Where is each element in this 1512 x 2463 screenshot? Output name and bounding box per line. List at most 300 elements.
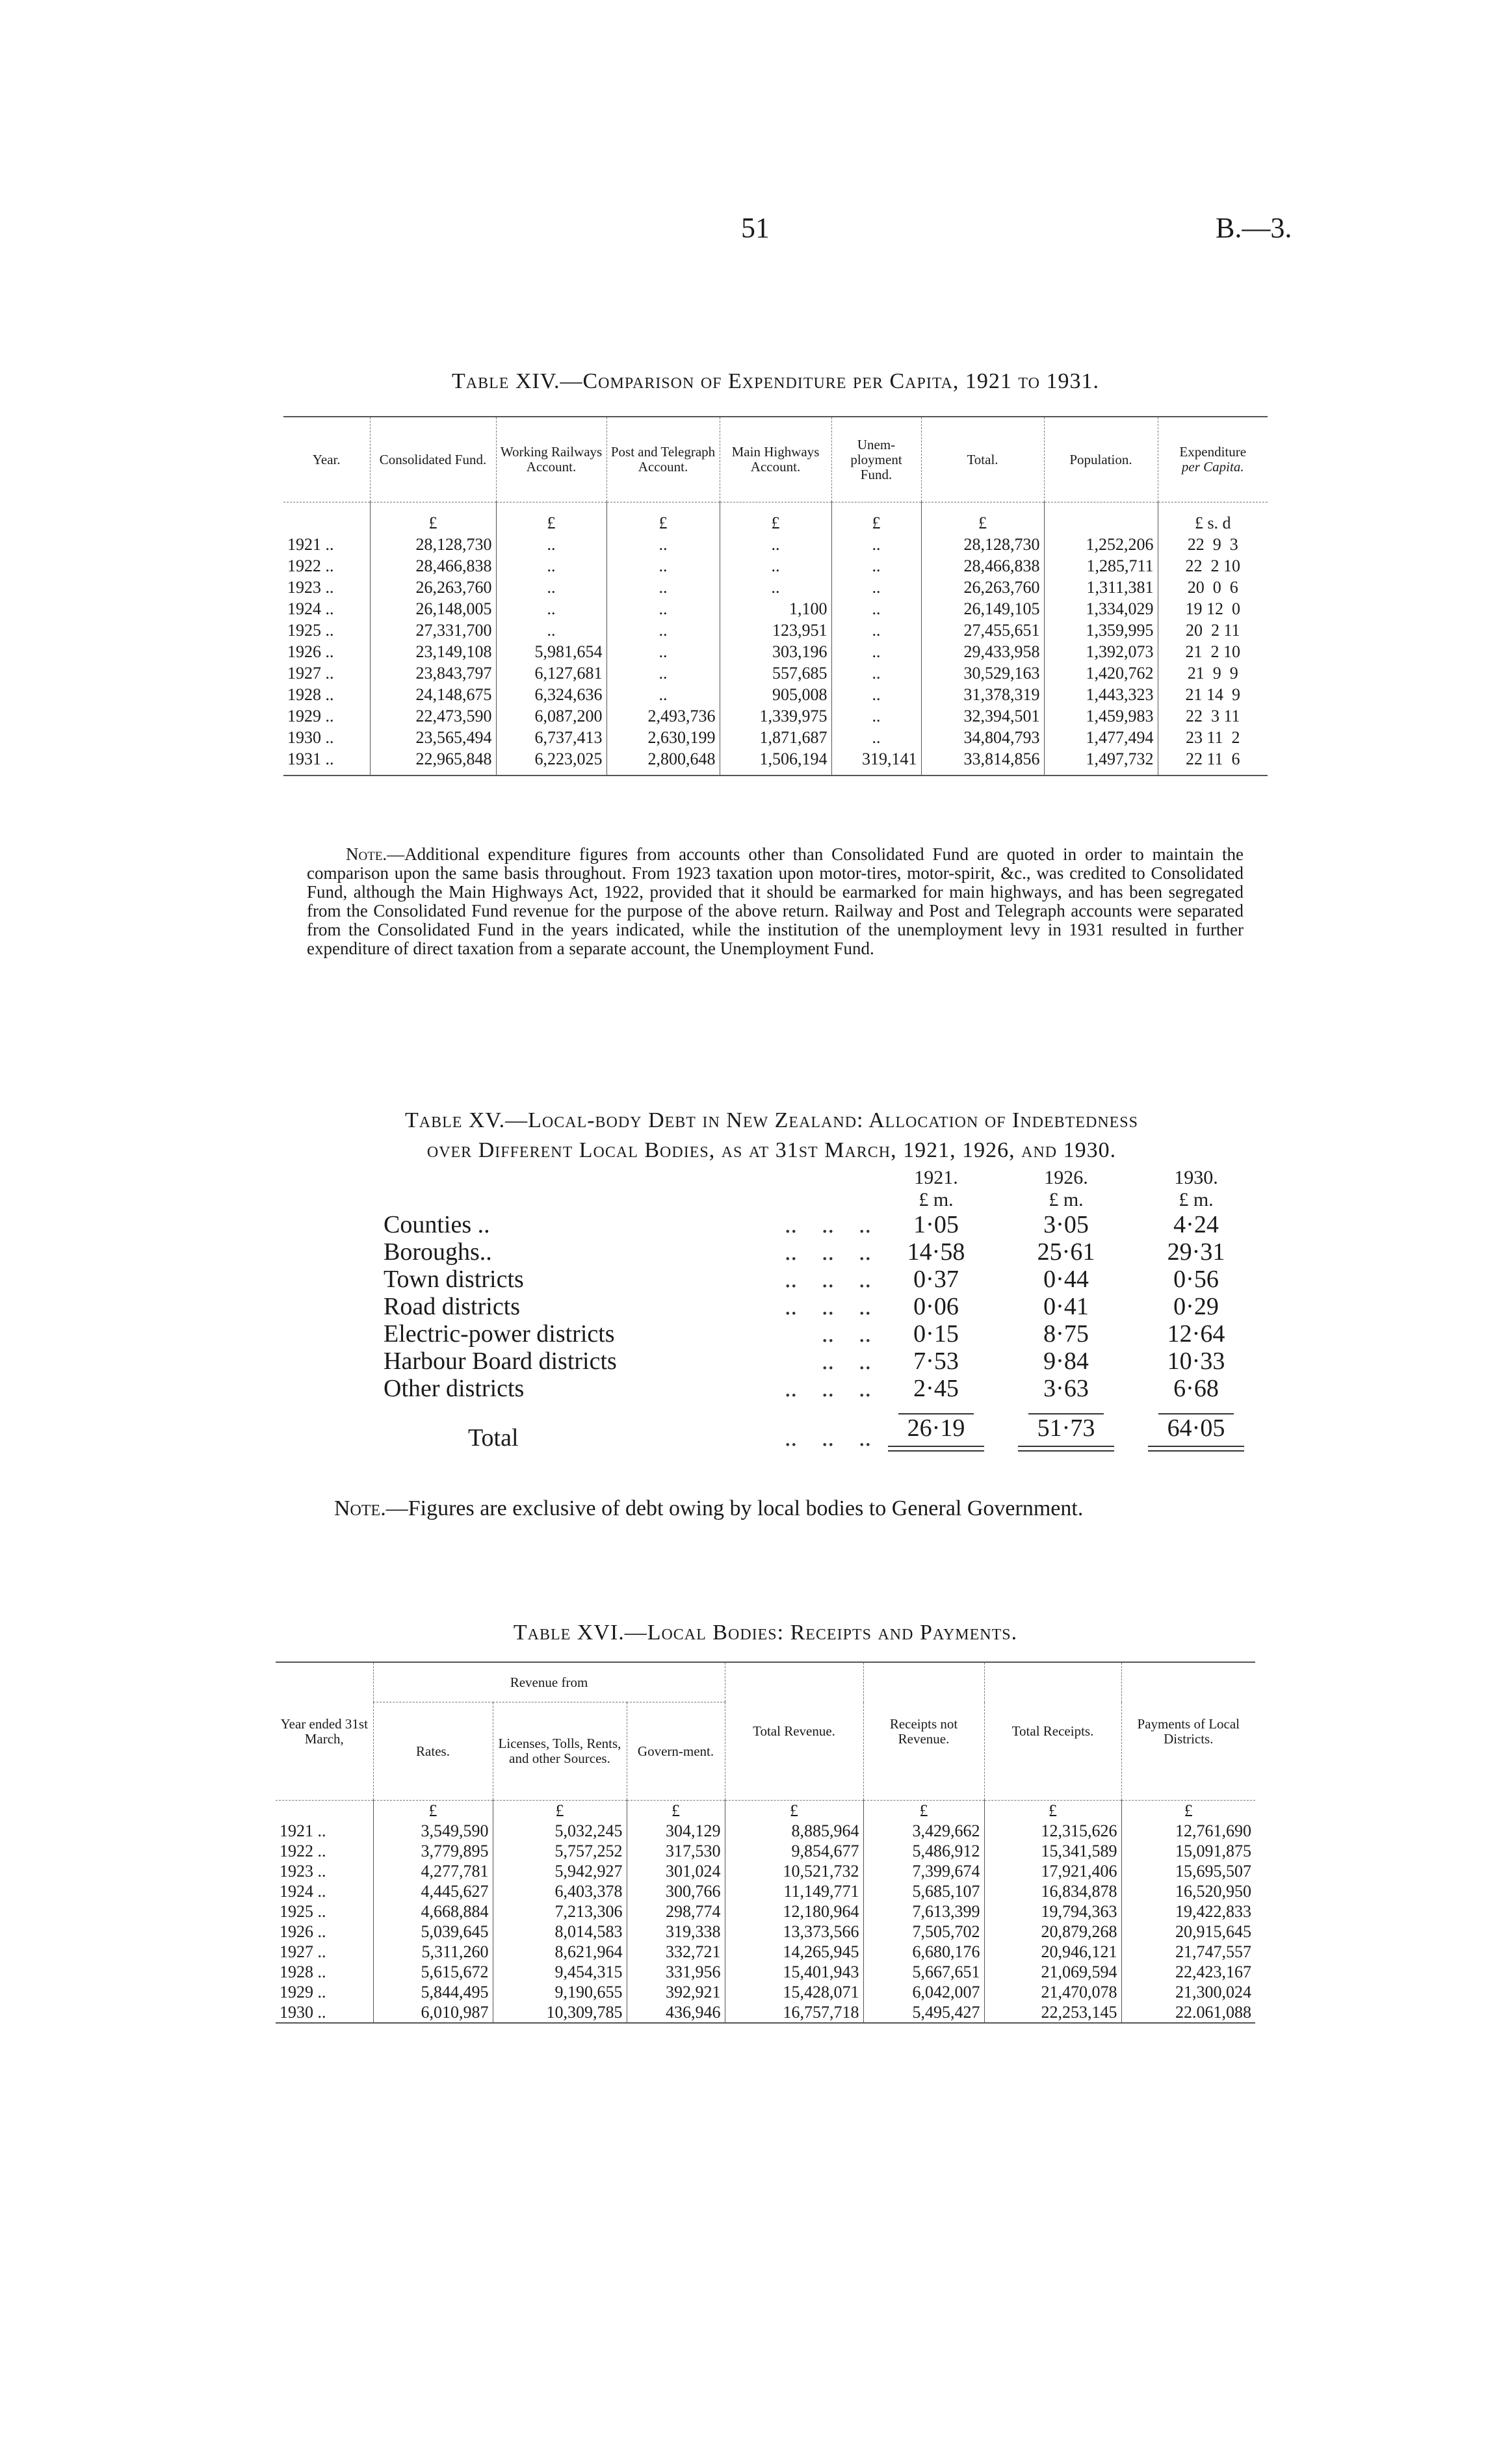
table-cell: .. [831,705,921,727]
table-cell [1001,1348,1131,1375]
row-label [384,1375,871,1402]
table-cell: 1,100 [720,598,831,619]
table-cell: 16,834,878 [984,1881,1121,1901]
value: 26·19 [898,1413,974,1442]
table-cell: 23,565,494 [370,727,496,748]
unit-cell [1044,502,1158,534]
table-cell: 1,459,983 [1044,705,1158,727]
table-cell: 20 0 6 [1158,577,1268,598]
unit-cell: £ [627,1801,725,1821]
table-cell: 298,774 [627,1901,725,1922]
table-row [276,1901,1255,1922]
dot-leader: .. .. .. [785,1424,871,1452]
table-cell: 1,359,995 [1044,619,1158,641]
table-cell: 1921 .. [280,1821,326,1840]
table-14 [283,416,1268,779]
table-cell: 23,843,797 [370,662,496,684]
table-cell: 6,010,987 [373,2002,493,2023]
row-label-text: Harbour Board districts [384,1348,617,1375]
table-row [276,1821,1255,1841]
column-header: Main Highways Account. [720,417,831,502]
table-cell: 16,520,950 [1121,1881,1255,1901]
table-cell: 27,331,700 [370,619,496,641]
table-cell: 22,965,848 [370,748,496,775]
table-cell: 1921 .. [287,535,334,554]
column-header: Licenses, Tolls, Rents, and other Sources. [493,1702,627,1801]
table-16-title: Table XVI.—Local Bodies: Receipts and Payments. [513,1621,1018,1645]
table-cell: .. [831,641,921,662]
table-cell: .. [720,534,831,555]
row-label [384,1402,871,1452]
table-15-note [334,1496,1264,1520]
table-cell [1001,1293,1131,1320]
table-cell: 15,401,943 [725,1962,863,1982]
table-cell: 17,921,406 [984,1861,1121,1881]
table-cell [1131,1238,1261,1266]
table-cell: 7,505,702 [863,1922,984,1942]
table-cell: 1929 .. [280,1983,326,2001]
table-row [283,662,1268,684]
table-cell: 21,069,594 [984,1962,1121,1982]
table-cell: 1,339,975 [720,705,831,727]
header-row [276,1662,1255,1702]
table-row [276,1982,1255,2002]
table-cell: 1927 .. [287,664,334,683]
dot-leader: .. .. [822,1348,871,1375]
dot-leader: .. .. [822,1320,871,1348]
row-label [384,1266,871,1293]
table-cell: 9,454,315 [493,1962,627,1982]
table-cell [871,1266,1001,1293]
section-reference: B.—3. [1216,212,1292,244]
table-cell: 3,429,662 [863,1821,984,1841]
table-cell: 15,428,071 [725,1982,863,2002]
column-header: Consolidated Fund. [370,417,496,502]
table-cell: 23,149,108 [370,641,496,662]
table-cell [1001,1238,1131,1266]
table-14-title: Table XIV.—Comparison of Expenditure per Capita, 1921 to 1931. [452,369,1099,393]
table-cell: 4,668,884 [373,1901,493,1922]
table-cell: 22 9 3 [1158,534,1268,555]
table-cell: 26,149,105 [921,598,1044,619]
table-row [384,1266,1261,1293]
table-cell: .. [606,534,720,555]
unit-cell: £ [725,1801,863,1821]
table-cell [871,1320,1001,1348]
table-cell: 300,766 [627,1881,725,1901]
table-cell: 27,455,651 [921,619,1044,641]
column-header: Year ended 31st March, [280,1715,368,1747]
table-cell: 22.061,088 [1121,2002,1255,2023]
column-header: Rates. [373,1702,493,1801]
row-label [384,1211,871,1238]
table-cell: 32,394,501 [921,705,1044,727]
table-cell: 1924 .. [287,599,334,618]
table-16 [276,1662,1255,2026]
table-cell [1001,1211,1131,1238]
table-cell [1131,1348,1261,1375]
double-rule [1148,1446,1244,1452]
table-cell: 6,324,636 [496,684,606,705]
table-cell: 15,695,507 [1121,1861,1255,1881]
table-cell: 34,804,793 [921,727,1044,748]
row-label-text: Town districts [384,1266,524,1293]
table-cell: 31,378,319 [921,684,1044,705]
column-header: Total Revenue. [725,1662,863,1801]
value: 9·84 [1043,1348,1089,1375]
table-cell: 10,309,785 [493,2002,627,2023]
value: 12·64 [1167,1320,1225,1348]
value: 25·61 [1037,1238,1095,1266]
table-cell: 1928 .. [287,685,334,704]
table-cell: 15,091,875 [1121,1841,1255,1861]
table-cell: 3,779,895 [373,1841,493,1861]
header-row [384,1167,1261,1189]
table-row [283,598,1268,619]
table-cell: .. [606,555,720,577]
column-header: Receipts not Revenue. [863,1662,984,1801]
table-cell: .. [720,577,831,598]
note-lead: Note. [334,1496,386,1520]
table-cell: 5,486,912 [863,1841,984,1861]
table-cell: 20,915,645 [1121,1922,1255,1942]
unit-cell: £ [863,1801,984,1821]
table-cell: 26,148,005 [370,598,496,619]
table-cell: 12,315,626 [984,1821,1121,1841]
table-cell: 1922 .. [280,1842,326,1860]
row-label-text: Counties .. [384,1211,490,1238]
row-label-text: Electric-power districts [384,1320,615,1348]
table-cell: 21 9 9 [1158,662,1268,684]
table-cell: 13,373,566 [725,1922,863,1942]
row-label-text: Total [468,1424,519,1452]
table-cell: 21 2 10 [1158,641,1268,662]
table-cell [1131,1320,1261,1348]
table-cell: 8,014,583 [493,1922,627,1942]
table-14-note [307,845,1244,958]
unit-cell: £ s. d [1158,502,1268,534]
table-cell: 1926 .. [280,1922,326,1941]
table-cell: 6,127,681 [496,662,606,684]
column-header: Working Railways Account. [496,417,606,502]
table-cell: 20,946,121 [984,1942,1121,1962]
table-cell: 7,613,399 [863,1901,984,1922]
table-cell: .. [606,598,720,619]
table-cell: 6,737,413 [496,727,606,748]
table-cell: 6,680,176 [863,1942,984,1962]
value: 0·29 [1173,1293,1219,1320]
column-header: 1921. [914,1167,958,1188]
table-cell: 1,506,194 [720,748,831,775]
table-cell [871,1402,1001,1452]
table-cell: .. [831,534,921,555]
table-cell: 319,338 [627,1922,725,1942]
table-cell: 5,942,927 [493,1861,627,1881]
table-cell: 1925 .. [287,621,334,640]
value: 2·45 [913,1375,959,1402]
column-header: Govern-ment. [627,1702,725,1801]
table-cell: 5,039,645 [373,1922,493,1942]
table-cell: 19,422,833 [1121,1901,1255,1922]
value: 7·53 [913,1348,959,1375]
table-cell: 1,477,494 [1044,727,1158,748]
table-cell: 16,757,718 [725,2002,863,2023]
table-cell: 21,747,557 [1121,1942,1255,1962]
table-row [283,684,1268,705]
table-cell: 28,128,730 [370,534,496,555]
column-header: 1926. [1044,1167,1088,1188]
column-header-text: per Capita. [1181,459,1244,475]
table-cell: 304,129 [627,1821,725,1841]
column-header: £ m. [1179,1189,1214,1210]
column-header: Population. [1044,417,1158,502]
table-cell: .. [606,641,720,662]
table-cell: 2,493,736 [606,705,720,727]
table-cell: 28,466,838 [370,555,496,577]
unit-row [276,1801,1255,1821]
table-cell: 2,630,199 [606,727,720,748]
table-row [283,727,1268,748]
table-cell: .. [496,577,606,598]
row-label [384,1348,871,1375]
table-row [384,1238,1261,1266]
table-cell: 1930 .. [287,728,334,747]
table-cell: 21,470,078 [984,1982,1121,2002]
table-row [384,1375,1261,1402]
table-cell [1001,1375,1131,1402]
table-cell: 301,024 [627,1861,725,1881]
table-cell: 10,521,732 [725,1861,863,1881]
table-cell: 20,879,268 [984,1922,1121,1942]
table-cell: 392,921 [627,1982,725,2002]
column-header: Total. [921,417,1044,502]
table-cell: 5,667,651 [863,1962,984,1982]
value: 8·75 [1043,1320,1089,1348]
unit-cell [276,1801,373,1821]
value: 0·44 [1043,1266,1089,1293]
table-cell: 1,252,206 [1044,534,1158,555]
dot-leader: .. .. .. [785,1293,871,1320]
table-row [283,534,1268,555]
table-cell [1131,1402,1261,1452]
table-cell [1001,1402,1131,1452]
table-cell [1131,1375,1261,1402]
value: 4·24 [1173,1211,1219,1238]
value: 0·15 [913,1320,959,1348]
table-cell: 557,685 [720,662,831,684]
table-cell: 22,253,145 [984,2002,1121,2023]
table-cell: 21,300,024 [1121,1982,1255,2002]
table-cell [871,1293,1001,1320]
table-cell: 1931 .. [287,749,334,768]
column-header: Total Receipts. [984,1662,1121,1801]
table-cell: 905,008 [720,684,831,705]
table-cell: .. [831,727,921,748]
table-cell: 1927 .. [280,1942,326,1961]
table-cell: 1,285,711 [1044,555,1158,577]
column-header: Year. [312,451,341,467]
table-cell: 1928 .. [280,1962,326,1981]
table-cell: 5,844,495 [373,1982,493,2002]
table-row [283,619,1268,641]
note-text: —Figures are exclusive of debt owing by local bodies to General Government. [385,1496,1084,1520]
table-cell: .. [606,619,720,641]
table-cell: 4,445,627 [373,1881,493,1901]
table-cell: 22,423,167 [1121,1962,1255,1982]
unit-cell: £ [370,502,496,534]
value: 64·05 [1158,1413,1234,1442]
table-cell: 9,854,677 [725,1841,863,1861]
table-cell: 28,128,730 [921,534,1044,555]
table-cell: 26,263,760 [370,577,496,598]
row-label-text: Other districts [384,1375,525,1402]
dot-leader: .. .. .. [785,1238,871,1266]
table-cell: 1922 .. [287,556,334,575]
value: 1·05 [913,1211,959,1238]
table-15 [384,1167,1261,1452]
table-cell: 1,497,732 [1044,748,1158,775]
table-cell [1001,1266,1131,1293]
spacer [384,1167,871,1189]
table-cell: 24,148,675 [370,684,496,705]
column-header: Post and Telegraph Account. [606,417,720,502]
value: 0·56 [1173,1266,1219,1293]
table-cell: 22 11 6 [1158,748,1268,775]
table-cell: 1923 .. [280,1862,326,1881]
table-cell: 22 3 11 [1158,705,1268,727]
table-cell: .. [606,684,720,705]
table-cell: 19 12 0 [1158,598,1268,619]
table-cell: .. [831,619,921,641]
table-cell: 332,721 [627,1942,725,1962]
header-row [384,1189,1261,1211]
table-cell: .. [831,598,921,619]
table-row [276,1942,1255,1962]
table-cell: .. [831,555,921,577]
table-cell: 19,794,363 [984,1901,1121,1922]
table-cell: .. [831,662,921,684]
table-cell [1131,1211,1261,1238]
table-15-title-line-1: Table XV.—Local-body Debt in New Zealand: Allocation of Indebtedness [404,1108,1138,1132]
table-cell: 5,311,260 [373,1942,493,1962]
unit-row [283,502,1268,534]
column-header-text: Expenditure [1179,444,1247,460]
unit-cell: £ [720,502,831,534]
table-row [276,1861,1255,1881]
table-row [384,1293,1261,1320]
table-cell: .. [831,577,921,598]
table-cell: 1929 .. [287,707,334,725]
double-rule [1018,1446,1114,1452]
unit-cell: £ [493,1801,627,1821]
value: 0·41 [1043,1293,1089,1320]
value: 3·63 [1043,1375,1089,1402]
table-cell: 331,956 [627,1962,725,1982]
table-cell: 319,141 [831,748,921,775]
table-cell: 8,885,964 [725,1821,863,1841]
table-cell: 5,032,245 [493,1821,627,1841]
table-cell [871,1211,1001,1238]
table-cell: 7,213,306 [493,1901,627,1922]
table-cell: .. [496,534,606,555]
table-cell: 21 14 9 [1158,684,1268,705]
column-header: £ m. [919,1189,954,1210]
table-cell: 5,615,672 [373,1962,493,1982]
table-cell: 14,265,945 [725,1942,863,1962]
row-label [384,1238,871,1266]
table-cell: 22,473,590 [370,705,496,727]
unit-cell: £ [921,502,1044,534]
table-cell: 7,399,674 [863,1861,984,1881]
table-cell: 5,685,107 [863,1881,984,1901]
table-row [283,555,1268,577]
unit-cell: £ [831,502,921,534]
note-lead: Note. [346,844,387,864]
table-row [283,748,1268,775]
table-cell: 26,263,760 [921,577,1044,598]
value: 51·73 [1028,1413,1104,1442]
table-cell: .. [496,619,606,641]
value: 6·68 [1173,1375,1219,1402]
value: 29·31 [1167,1238,1225,1266]
table-cell: 1924 .. [280,1882,326,1901]
table-cell: 12,761,690 [1121,1821,1255,1841]
table-cell: 1923 .. [287,578,334,597]
table-cell: .. [606,662,720,684]
dot-leader: .. .. .. [785,1266,871,1293]
table-cell: 6,087,200 [496,705,606,727]
table-cell: 12,180,964 [725,1901,863,1922]
table-cell: 22 2 10 [1158,555,1268,577]
column-header: Payments of Local Districts. [1121,1662,1255,1801]
spacer [384,1189,871,1211]
table-row [276,2002,1255,2023]
table-cell [871,1375,1001,1402]
double-rule [888,1446,984,1452]
table-cell: 30,529,163 [921,662,1044,684]
table-row [283,705,1268,727]
column-header: £ m. [1049,1189,1084,1210]
table-cell: 436,946 [627,2002,725,2023]
table-cell: 317,530 [627,1841,725,1861]
unit-cell [283,502,370,534]
total-row [384,1402,1261,1452]
table-row [384,1211,1261,1238]
unit-cell: £ [373,1801,493,1821]
table-cell: 1930 .. [280,2003,326,2022]
table-row [283,641,1268,662]
table-15-title-line-2: over Different Local Bodies, as at 31st March, 1921, 1926, and 1930. [426,1138,1117,1162]
table-cell: 4,277,781 [373,1861,493,1881]
table-cell: .. [720,555,831,577]
column-group-header: Revenue from [373,1662,725,1702]
table-cell: 1,311,381 [1044,577,1158,598]
unit-cell: £ [1121,1801,1255,1821]
table-cell: 1,871,687 [720,727,831,748]
column-header [1158,417,1268,502]
row-label [384,1320,871,1348]
table-cell: 5,495,427 [863,2002,984,2023]
value: 14·58 [907,1238,965,1266]
table-cell: .. [496,555,606,577]
row-label-text: Boroughs.. [384,1238,492,1266]
table-row [384,1348,1261,1375]
table-cell: 2,800,648 [606,748,720,775]
table-cell: 1,392,073 [1044,641,1158,662]
table-cell: 9,190,655 [493,1982,627,2002]
table-cell: 123,951 [720,619,831,641]
unit-cell: £ [496,502,606,534]
